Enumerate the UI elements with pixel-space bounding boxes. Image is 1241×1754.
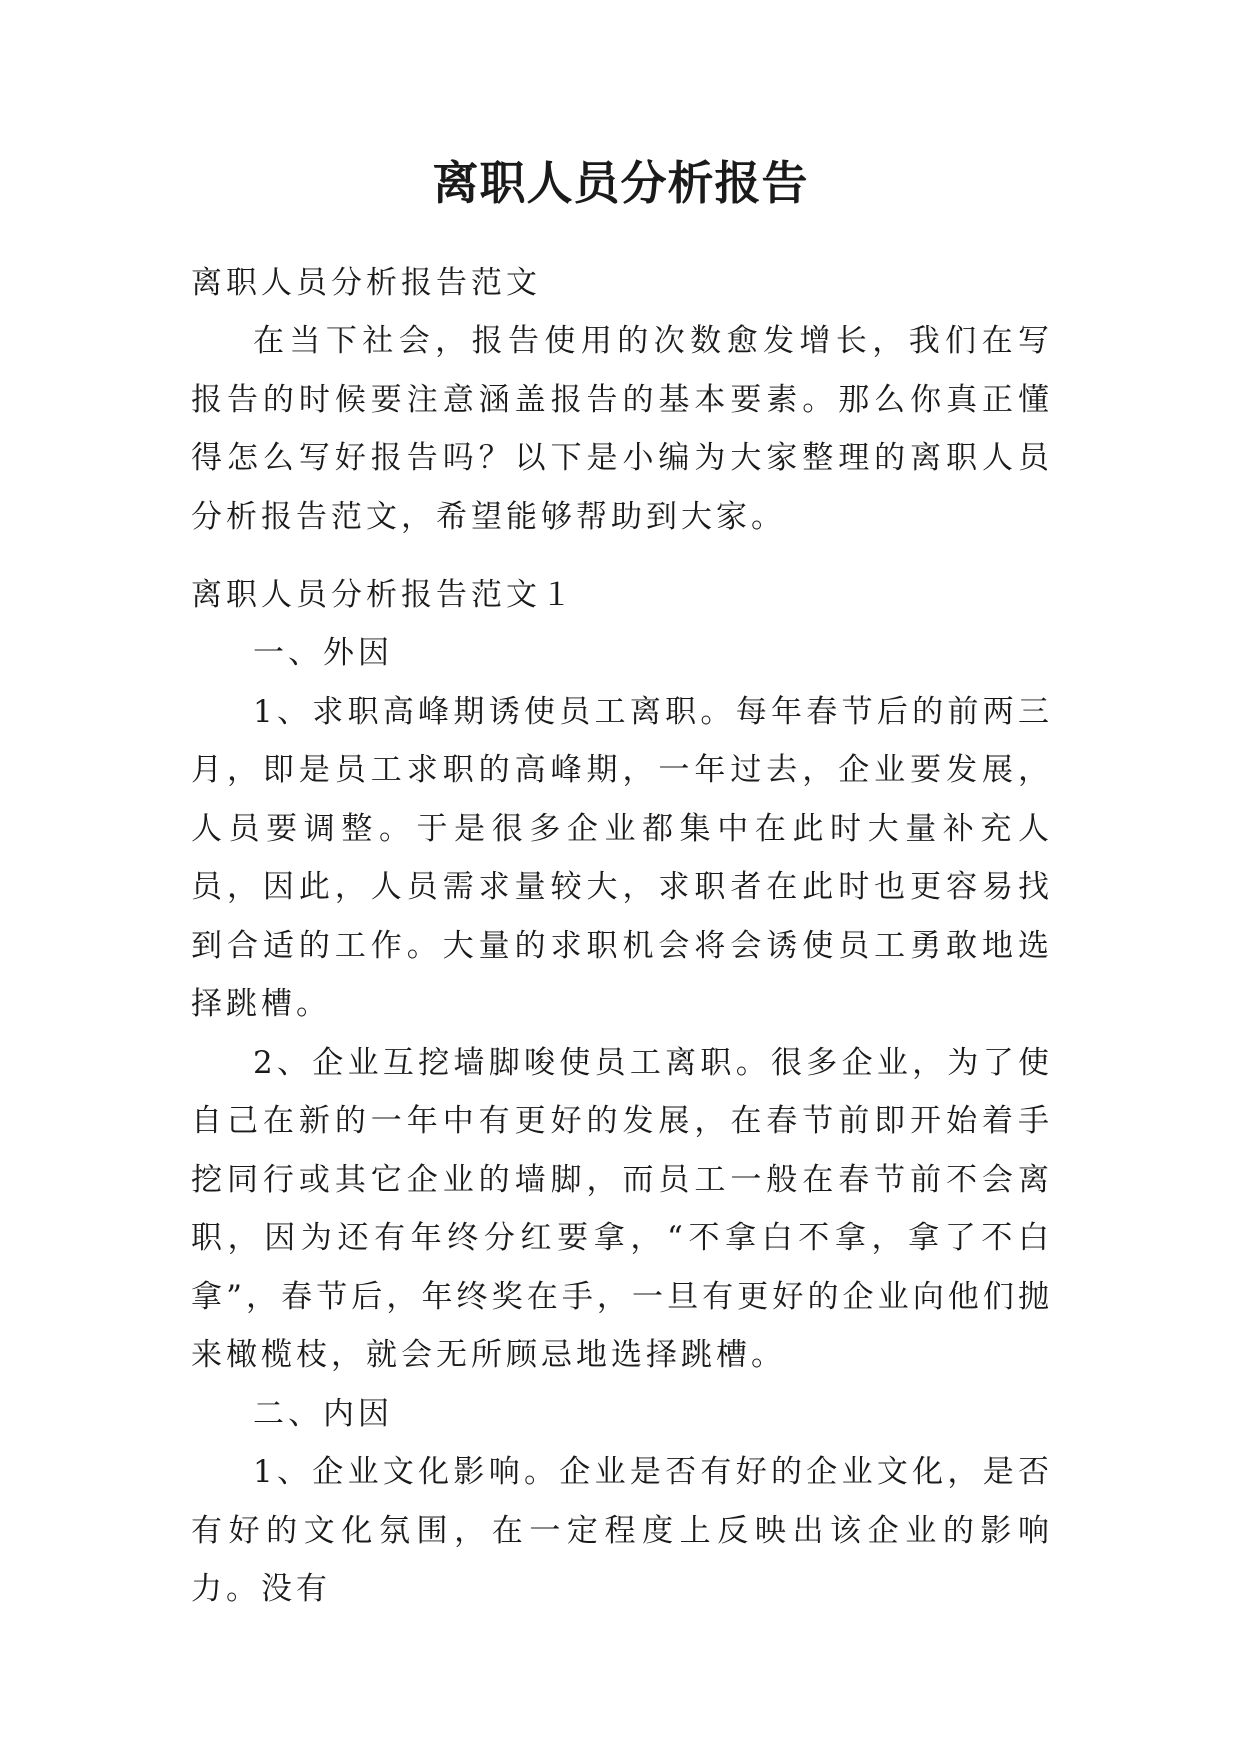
section1-body: [191, 624, 1053, 1619]
external-causes-heading: 一、外因: [253, 635, 393, 671]
intro-paragraph: 在当下社会，报告使用的次数愈发增长，我们在写报告的时候要注意涵盖报告的基本要素。那么你真正懂得怎么写好报告吗？以下是小编为大家整理的离职人员分析报告范文，希望能够帮助到大家。: [191, 323, 1053, 535]
intro-heading: 离职人员分析报告范文: [191, 265, 541, 301]
external-cause-paragraph-2: 2、企业互挖墙脚唆使员工离职。很多企业，为了使自己在新的一年中有更好的发展，在春节前即开始着手挖同行或其它企业的墙脚，而员工一般在春节前不会离职，因为还有年终分红要拿，“不拿白不拿，拿了不白拿”，春节后，年终奖在手，一旦有更好的企业向他们抛来橄榄枝，就会无所顾忌地选择跳槽。: [191, 1044, 1053, 1373]
document-title: 离职人员分析报告: [432, 156, 809, 210]
internal-cause-paragraph-1: 1、企业文化影响。企业是否有好的企业文化，是否有好的文化氛围，在一定程度上反映出该企业的影响力。没有: [191, 1454, 1053, 1607]
intro-section: [191, 312, 1053, 546]
internal-causes-heading: 二、内因: [253, 1395, 393, 1432]
external-cause-paragraph-1: 1、求职高峰期诱使员工离职。每年春节后的前两三月，即是员工求职的高峰期，一年过去，企业要发展，人员要调整。于是很多企业都集中在此时大量补充人员，因此，人员需求量较大，求职者在此时也更容易找到合适的工作。大量的求职机会将会诱使员工勇敢地选择跳槽。: [191, 693, 1053, 1022]
section1-heading: 离职人员分析报告范文１: [191, 577, 576, 613]
